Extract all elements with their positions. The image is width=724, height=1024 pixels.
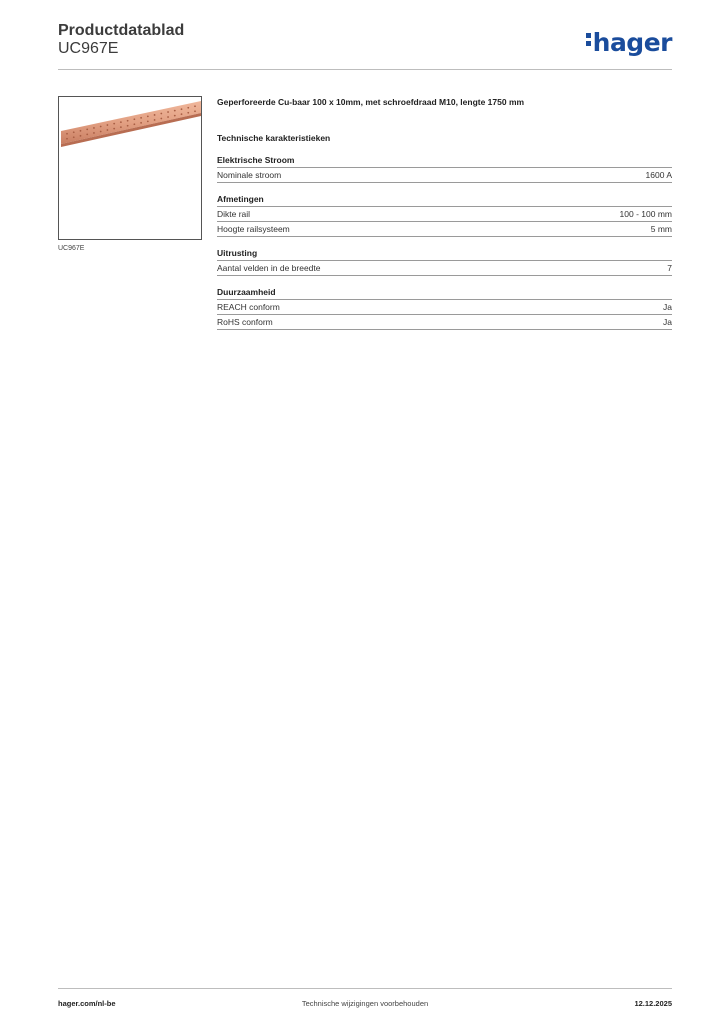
spec-row [217,300,672,315]
spec-section-title: Duurzaamheid [217,287,672,300]
spec-row [217,207,672,222]
spec-section-equipment [217,248,672,276]
spec-row [217,222,672,237]
spec-value: 100 - 100 mm [619,209,672,219]
spec-value: Ja [663,317,672,327]
spec-value: 1600 A [645,170,672,180]
logo-text: hager [592,28,672,57]
spec-row [217,315,672,330]
spec-section-title: Afmetingen [217,194,672,207]
spec-section-title: Uitrusting [217,248,672,261]
spec-row [217,168,672,183]
specs-heading: Technische karakteristieken [217,133,331,143]
spec-label: Dikte rail [217,209,251,219]
document-title: Productdatablad [58,22,185,39]
spec-label: Nominale stroom [217,170,282,180]
product-image [58,96,202,240]
spec-label: REACH conform [217,302,280,312]
footer-date: 12.12.2025 [634,999,672,1008]
page-header [58,22,672,70]
spec-value: 7 [667,263,672,273]
spec-section-title: Elektrische Stroom [217,155,672,168]
copper-busbar-icon [59,97,202,240]
spec-row [217,261,672,276]
image-caption: UC967E [58,245,85,252]
spec-label: Aantal velden in de breedte [217,263,321,273]
hager-logo [586,28,672,57]
spec-section-sustainability [217,287,672,330]
logo-dots-icon [586,30,591,49]
spec-value: 5 mm [650,224,672,234]
product-code: UC967E [58,40,119,57]
spec-label: RoHS conform [217,317,273,327]
spec-value: Ja [663,302,672,312]
spec-section-electrical [217,155,672,183]
product-details [217,97,672,341]
spec-label: Hoogte railsysteem [217,224,290,234]
footer-note: Technische wijzigingen voorbehouden [301,999,429,1008]
spec-section-dimensions [217,194,672,237]
footer-url[interactable]: hager.com/nl-be [58,999,116,1008]
page-footer [58,988,672,1008]
product-description: Geperforeerde Cu-baar 100 x 10mm, met schroefdraad M10, lengte 1750 mm [217,97,525,107]
